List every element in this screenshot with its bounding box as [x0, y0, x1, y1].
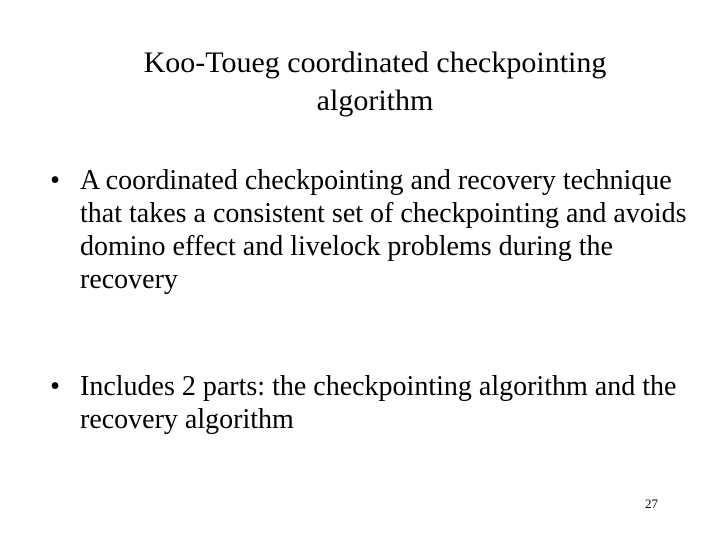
bullet-item	[30, 164, 690, 296]
bullet-text: A coordinated checkpointing and recovery technique that takes a consistent set of checkpointing and avoids domino effect and livelock problems during the recovery	[80, 165, 687, 295]
title-line-1: Koo-Toueg coordinated checkpointing	[143, 46, 607, 79]
page-number: 27	[645, 496, 658, 511]
bullet-text: Includes 2 parts: the checkpointing algorithm and the recovery algorithm	[80, 371, 677, 435]
bullet-item	[30, 370, 690, 436]
slide-title	[0, 44, 720, 120]
bullet-icon: •	[50, 371, 60, 402]
bullet-icon: •	[50, 165, 60, 196]
title-line-2: algorithm	[316, 84, 434, 117]
